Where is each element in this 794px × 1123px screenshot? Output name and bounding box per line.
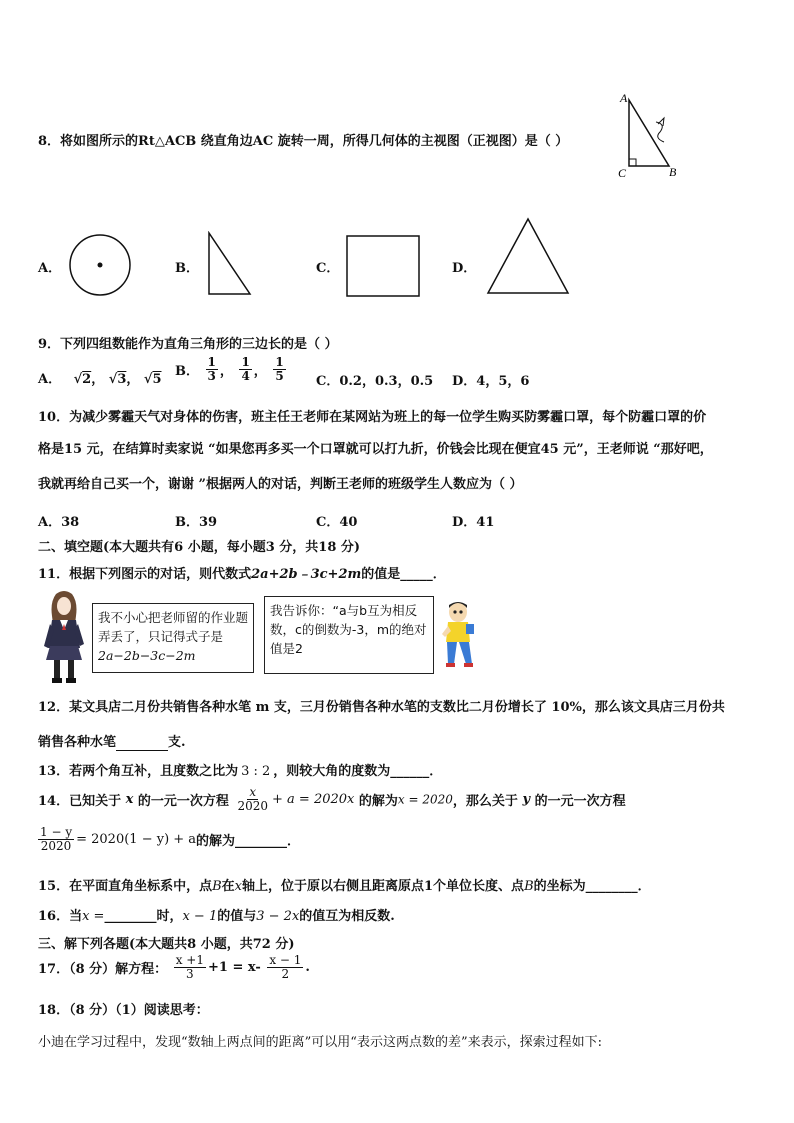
q16-text-4: 的值互为相反数. xyxy=(299,909,395,924)
q16-text-3: 的值与 xyxy=(217,909,257,924)
q11-question xyxy=(38,563,446,582)
q10-option-d: D．41 xyxy=(452,515,495,530)
q14-mid-2: 的解为 xyxy=(358,794,398,810)
q13-question xyxy=(38,760,442,779)
q12-line-2-prefix: 销售各种水笔 xyxy=(38,735,117,750)
q9-b-den-3: 5 xyxy=(275,369,284,384)
q16-text-1: 16．当 xyxy=(38,909,83,924)
q14-eq1-rest: + a = 2020x xyxy=(272,792,355,808)
q8-label-b: B xyxy=(669,165,677,179)
q14-mid-1: 的一元一次方程 xyxy=(137,794,229,810)
q10-option-a: A．38 xyxy=(38,515,80,530)
q15-text-4: 的坐标为________． xyxy=(533,879,651,894)
q17-mid: +1 = x- xyxy=(207,960,261,976)
q10-line-2: 格是15 元，在结算时卖家说 “如果您再多买一个口罩就可以打九折，价钱会比现在便宜45 元”，王老师说 “那好吧， xyxy=(38,442,713,457)
q17-prefix: 17．（8 分）解方程： xyxy=(38,962,168,978)
q13-ratio: 3 : 2 xyxy=(241,764,271,779)
boy-student-illustration xyxy=(438,600,478,670)
girl-student-illustration xyxy=(40,590,88,686)
q14-prefix: 14．已知关于 xyxy=(38,794,122,810)
q13-suffix: ，则较大角的度数为______． xyxy=(273,764,443,779)
q9-option-a-label: A． xyxy=(38,372,62,387)
q14-x: x xyxy=(125,792,134,808)
q8-option-b-label: B． xyxy=(175,261,199,276)
q15-point-b-2: B xyxy=(524,879,534,894)
q9-option-d: D．4，5，6 xyxy=(452,374,530,389)
q9-option-c: C．0.2，0.3，0.5 xyxy=(316,374,434,389)
q17-frac-2-num: x − 1 xyxy=(269,953,302,967)
q9-b-num-2: 1 xyxy=(241,355,250,369)
q14-line-2 xyxy=(38,826,300,853)
q9-option-b xyxy=(175,356,288,383)
q9-a-sep-2: ， xyxy=(126,372,140,387)
q9-b-den-2: 4 xyxy=(241,369,250,384)
q14-suffix: 的解为________． xyxy=(196,834,301,850)
q9-a-root-1: 2 xyxy=(82,372,92,387)
q14-eq2-num: 1 − y xyxy=(40,825,73,839)
q9-a-root-2: 3 xyxy=(117,372,127,387)
q16-text-2: ________时， xyxy=(104,909,183,924)
section-3-heading: 三、解下列各题(本大题共8 小题，共72 分) xyxy=(38,937,295,952)
q16-question xyxy=(38,905,395,924)
q17-frac-1-den: 3 xyxy=(186,967,194,982)
q15-point-b-1: B xyxy=(212,879,222,894)
q13-prefix: 13．若两个角互补，且度数之比为 xyxy=(38,764,239,779)
q15-question xyxy=(38,875,651,894)
q17-question xyxy=(38,954,310,981)
q8-label-a: A xyxy=(620,91,628,105)
q8-option-c-square xyxy=(345,234,421,298)
q8-label-c: C xyxy=(618,166,627,180)
q12-line-1: 12．某文具店二月份共销售各种水笔 m 支，三月份销售各种水笔的支数比二月份增长了 10%，那么该文具店三月份共 xyxy=(38,700,725,715)
q12-line-2 xyxy=(38,731,186,751)
q9-a-root-3: 5 xyxy=(152,372,162,387)
q9-b-sep-2: ， xyxy=(253,364,267,380)
q14-eq2-rest: = 2020(1 − y) + a xyxy=(76,832,197,848)
q15-x: x xyxy=(234,879,243,894)
q10-line-3: 我就再给自己买一个，谢谢 ”根据两人的对话，判断王老师的班级学生人数应为（ ） xyxy=(38,477,523,492)
q11-bubble-right-text: 我告诉你：“a与b互为相反数，c的倒数为-3，m的绝对值是2 xyxy=(270,603,427,656)
q9-option-b-label: B． xyxy=(175,364,199,380)
q9-b-num-1: 1 xyxy=(207,355,216,369)
q8-question: 8．将如图所示的Rt△ACB 绕直角边AC 旋转一周，所得几何体的主视图（正视图）是（ ） xyxy=(38,134,569,149)
q16-expr-1: x − 1 xyxy=(182,909,218,924)
q10-line-1: 10．为减少雾霾天气对身体的伤害，班主任王老师在某网站为班上的每一位学生购买防雾霾口罩，每个防霾口罩的价 xyxy=(38,410,707,425)
q17-frac-2-den: 2 xyxy=(281,967,290,982)
q11-bubble-left-expression: 2a−2b−3c−2m xyxy=(98,648,196,663)
q14-eq1-num: x xyxy=(249,785,257,799)
q9-a-sep-1: ， xyxy=(91,372,105,387)
q11-prefix: 11．根据下列图示的对话，则代数式 xyxy=(38,567,252,582)
q8-option-a-label: A． xyxy=(38,261,62,276)
q12-answer-blank[interactable] xyxy=(116,735,168,751)
q9-b-num-3: 1 xyxy=(275,355,284,369)
q16-x: x = xyxy=(82,909,105,924)
q15-text-3: 轴上，位于原以右侧且距离原点1个单位长度、点 xyxy=(242,879,525,894)
q14-eq2-den: 2020 xyxy=(40,839,72,854)
q15-text-2: 在 xyxy=(221,879,235,894)
q11-speech-bubble-left xyxy=(92,603,254,673)
q9-option-a: A． √2， √3， √5 xyxy=(38,372,162,387)
q8-option-c-label: C． xyxy=(316,261,340,276)
q10-option-c: C．40 xyxy=(316,515,358,530)
q9-b-sep-1: ， xyxy=(219,364,233,380)
q15-text-1: 15．在平面直角坐标系中，点 xyxy=(38,879,213,894)
q14-mid-3: ，那么关于 xyxy=(452,794,518,810)
q14-eq1-den: 2020 xyxy=(237,799,269,814)
q16-expr-2: 3 − 2x xyxy=(256,909,300,924)
q9-b-den-1: 3 xyxy=(207,369,216,384)
q8-option-d-triangle xyxy=(486,217,570,297)
q14-mid-4: 的一元一次方程 xyxy=(534,794,626,810)
q14-line-1 xyxy=(38,786,626,813)
q10-option-b: B．39 xyxy=(175,515,218,530)
q18-line-1: 18．（8 分）（1）阅读思考： xyxy=(38,1003,209,1018)
q17-suffix: . xyxy=(305,960,310,976)
q17-frac-1-num: x +1 xyxy=(175,953,204,967)
q8-option-b-triangle xyxy=(204,231,254,297)
q18-line-2: 小迪在学习过程中，发现“数轴上两点间的距离”可以用“表示这两点数的差”来表示，探索过程如下: xyxy=(38,1035,602,1050)
q11-suffix: 的值是_____． xyxy=(361,567,446,582)
q14-solution: x = 2020 xyxy=(397,792,453,807)
q8-option-d-label: D． xyxy=(452,261,477,276)
q11-bubble-left-text: 我不小心把老师留的作业题弄丢了，只记得式子是 xyxy=(98,610,249,644)
section-2-heading: 二、填空题(本大题共有6 小题，每小题3 分，共18 分) xyxy=(38,540,361,555)
q11-expression: 2a+2b﹣3c+2m xyxy=(251,567,362,582)
q8-option-a-circle xyxy=(68,233,132,297)
q12-line-2-suffix: 支. xyxy=(168,735,186,750)
q9-question: 9．下列四组数能作为直角三角形的三边长的是（ ） xyxy=(38,337,338,352)
q14-y: y xyxy=(522,792,531,808)
q8-right-triangle-figure xyxy=(606,88,688,180)
q11-speech-bubble-right xyxy=(264,596,434,674)
